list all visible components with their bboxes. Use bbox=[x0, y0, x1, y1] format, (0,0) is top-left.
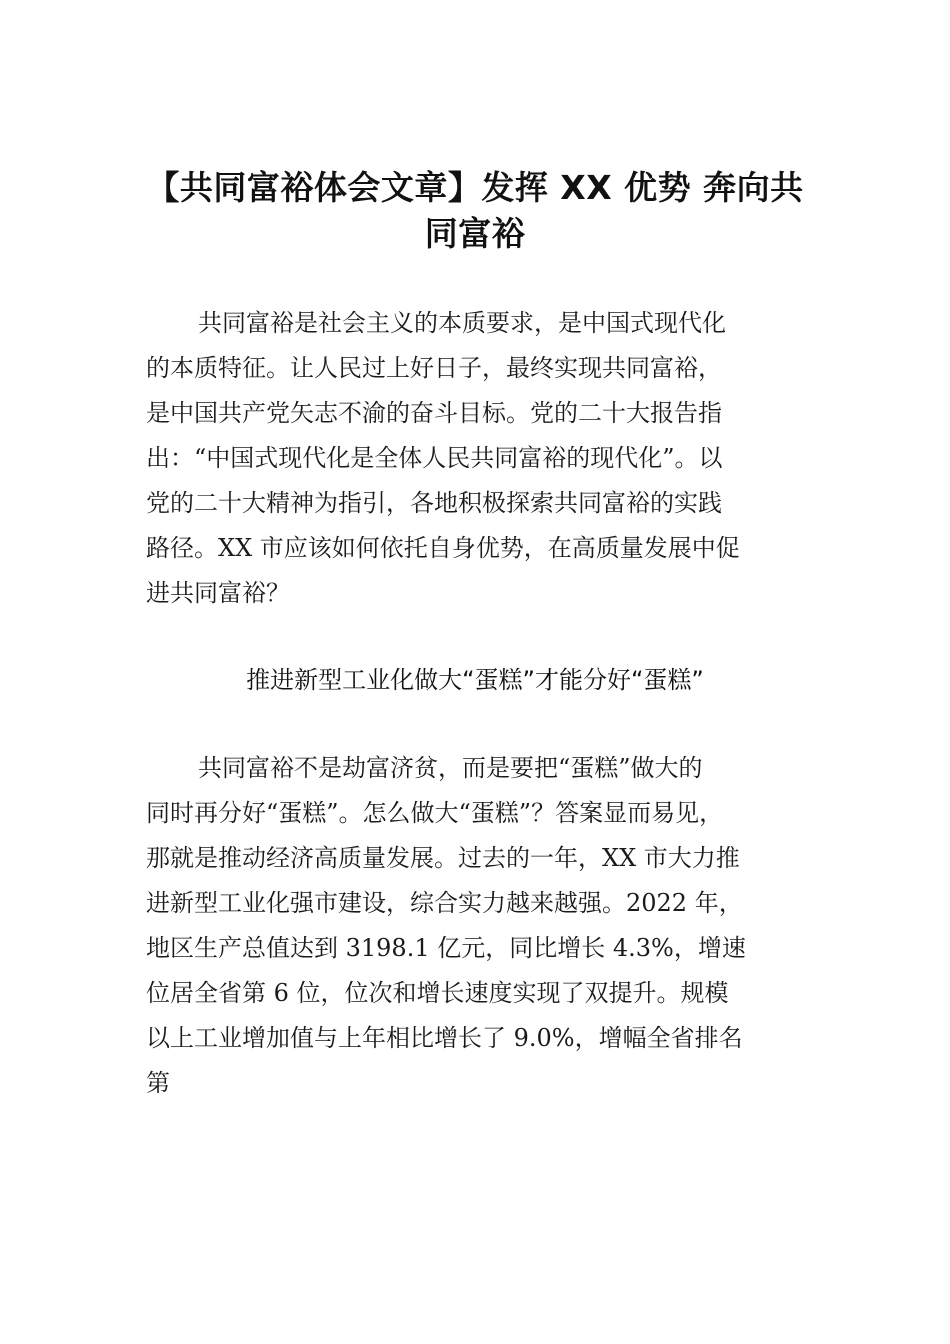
paragraph-line: 共同富裕是社会主义的本质要求，是中国式现代化 bbox=[198, 309, 726, 337]
document-title-line-1: 【共同富裕体会文章】发挥 XX 优势 奔向共 bbox=[146, 168, 804, 207]
paragraph-line: 出：“中国式现代化是全体人民共同富裕的现代化”。以 bbox=[146, 444, 723, 472]
paragraph-line: 位居全省第 6 位，位次和增长速度实现了双提升。规模 bbox=[146, 979, 729, 1007]
section-heading: 推进新型工业化做大“蛋糕”才能分好“蛋糕” bbox=[246, 666, 704, 694]
paragraph-section-1 bbox=[146, 746, 816, 1116]
paragraph-line: 党的二十大精神为指引，各地积极探索共同富裕的实践 bbox=[146, 489, 722, 517]
paragraph-line: 进新型工业化强市建设，综合实力越来越强。2022 年， bbox=[146, 889, 743, 917]
paragraph-line: 是中国共产党矢志不渝的奋斗目标。党的二十大报告指 bbox=[146, 399, 722, 427]
paragraph-line: 同时再分好“蛋糕”。怎么做大“蛋糕”？答案显而易见， bbox=[146, 799, 724, 827]
paragraph-line: 以上工业增加值与上年相比增长了 9.0%，增幅全省排名 bbox=[146, 1024, 743, 1052]
paragraph-line: 路径。XX 市应该如何依托自身优势，在高质量发展中促 bbox=[146, 534, 740, 562]
paragraph-line: 第 bbox=[146, 1069, 170, 1097]
paragraph-line: 共同富裕不是劫富济贫，而是要把“蛋糕”做大的 bbox=[198, 754, 703, 782]
paragraph-intro bbox=[146, 301, 816, 621]
paragraph-line: 地区生产总值达到 3198.1 亿元，同比增长 4.3%，增速 bbox=[146, 934, 746, 962]
paragraph-line: 那就是推动经济高质量发展。过去的一年，XX 市大力推 bbox=[146, 844, 740, 872]
paragraph-line: 的本质特征。让人民过上好日子，最终实现共同富裕， bbox=[146, 354, 722, 382]
document-title-line-2: 同富裕 bbox=[424, 214, 526, 253]
paragraph-line: 进共同富裕？ bbox=[146, 579, 290, 607]
